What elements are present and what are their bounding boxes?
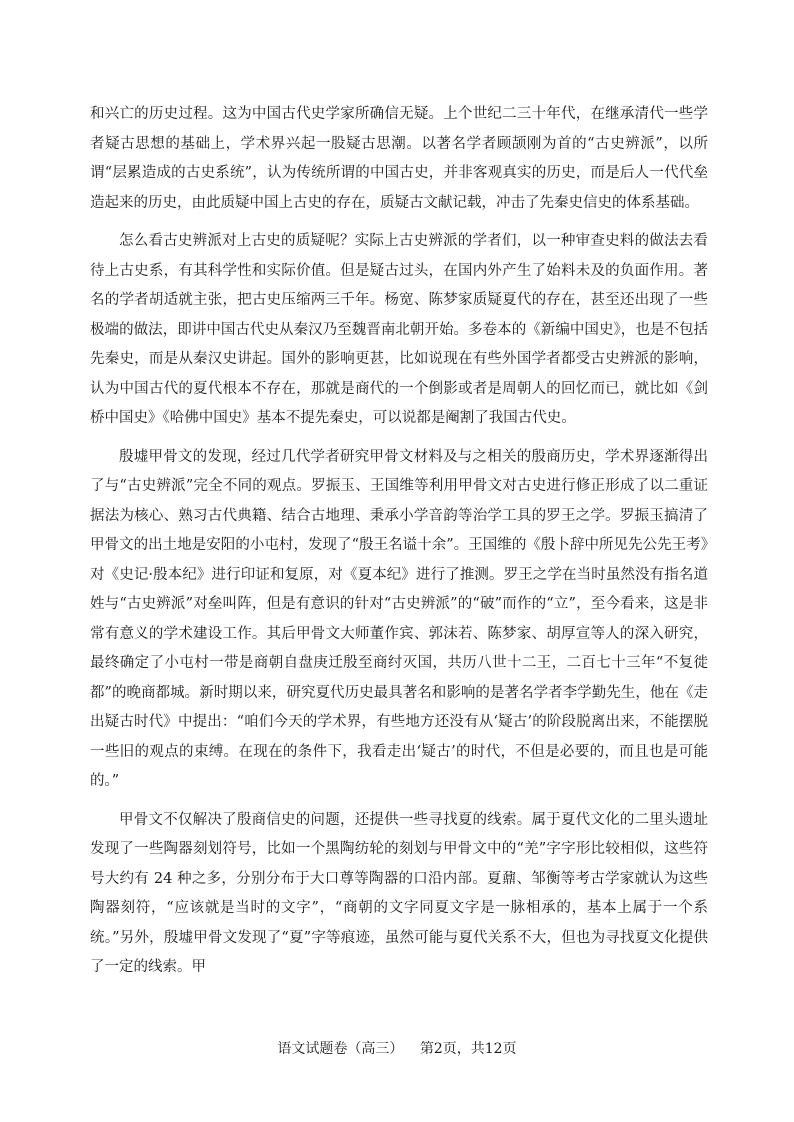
document-body bbox=[90, 100, 708, 992]
page-footer bbox=[0, 1038, 794, 1058]
paragraph-2: 怎么看古史辨派对上古史的质疑呢？实际上古史辨派的学者们，以一种审查史料的做法去看待上古史系，有其科学性和实际价值。但是疑古过头，在国内外产生了始料未及的负面作用。著名的学者胡适就主张，把古史压缩两三千年。杨宽、陈梦家质疑夏代的存在，甚至还出现了一些极端的做法，即讲中国古代史从秦汉乃至魏晋南北朝开始。多卷本的《新编中国史》，也是不包括先秦史，而是从秦汉史讲起。国外的影响更甚，比如说现在有些外国学者都受古史辨派的影响，认为中国古代的夏代根本不存在，那就是商代的一个倒影或者是周朝人的回忆而已，就比如《剑桥中国史》《哈佛中国史》基本不提先秦史，可以说都是阉割了我国古代史。 bbox=[90, 233, 708, 426]
paragraph-3: 殷墟甲骨文的发现，经过几代学者研究甲骨文材料及与之相关的殷商历史，学术界逐渐得出了与“古史辨派”完全不同的观点。罗振玉、王国维等利用甲骨文对古史进行修正形成了以二重证据法为核心、熟习古代典籍、结合古地理、秉承小学音韵等治学工具的罗王之学。罗振玉搞清了甲骨文的出土地是安阳的小屯村，发现了“殷王名谥十余”。王国维的《殷卜辞中所见先公先王考》对《史记·殷本纪》进行印证和复原，对《夏本纪》进行了推测。罗王之学在当时虽然没有指名道姓与“古史辨派”对垒叫阵，但是有意识的针对“古史辨派”的“破”而作的“立”，至今看来，这是非常有意义的学术建设工作。其后甲骨文大师董作宾、郭沫若、陈梦家、胡厚宣等人的深入研究，最终确定了小屯村一带是商朝自盘庚迁殷至商纣灭国，共历八世十二王，二百七十三年“不复徙都”的晚商都城。新时期以来，研究夏代历史最具著名和影响的是著名学者李学勤先生，他在《走出疑古时代》中提出：“咱们今天的学术界，有些地方还没有从‘疑古’的阶段脱离出来，不能摆脱一些旧的观点的束缚。在现在的条件下，我看走出‘疑古’的时代，不但是必要的，而且也是可能的。” bbox=[90, 448, 708, 789]
page-number: 第2页，共12页 bbox=[419, 1041, 517, 1057]
paragraph-4: 甲骨文不仅解决了殷商信史的问题，还提供一些寻找夏的线索。属于夏代文化的二里头遗址发现了一些陶器刻划符号，比如一个黑陶纺轮的刻划与甲骨文中的“羌”字字形比较相似，这些符号大约有 24 种之多，分别分布于大口尊等陶器的口沿内部。夏鼐、邹衡等考古学家就认为这些陶器刻符，“应该就是当时的文字”，“商朝的文字同夏文字是一脉相承的，基本上属于一个系统。”另外，殷墟甲骨文发现了“夏”字等痕迹，虽然可能与夏代关系不大，但也为寻找夏文化提供了一定的线索。甲 bbox=[90, 811, 708, 975]
paragraph-1: 和兴亡的历史过程。这为中国古代史学家所确信无疑。上个世纪二三十年代，在继承清代一些学者疑古思想的基础上，学术界兴起一股疑古思潮。以著名学者顾颉刚为首的“古史辨派”，以所谓“层累造成的古史系统”，认为传统所谓的中国古史，并非客观真实的历史，而是后人一代代垒造起来的历史，由此质疑中国上古史的存在，质疑古文献记载，冲击了先秦史信史的体系基础。 bbox=[90, 106, 708, 211]
exam-title: 语文试题卷（高三） bbox=[277, 1041, 404, 1057]
